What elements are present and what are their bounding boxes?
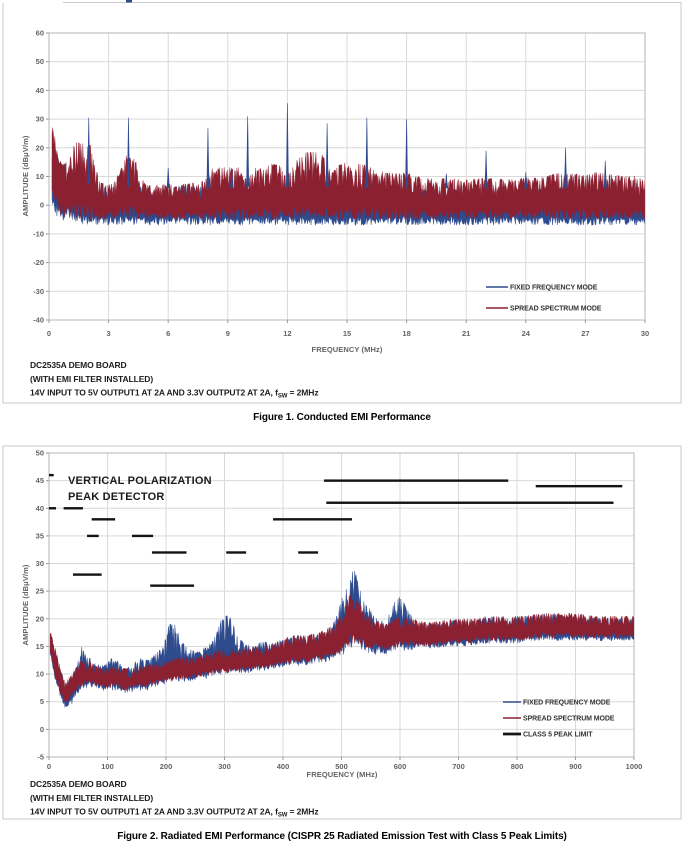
figure1-x-axis-title: FREQUENCY (MHz) [311, 345, 383, 354]
harmonic-spike [127, 118, 129, 187]
figure2-legend [503, 700, 615, 739]
cropped-top-fragment [126, 0, 132, 3]
harmonic-spike [247, 116, 249, 186]
y-tick-label: 40 [35, 503, 44, 513]
figure2-panel [3, 446, 681, 819]
y-tick-label: 30 [35, 559, 44, 569]
figure2-x-axis-title: FREQUENCY (MHz) [306, 770, 378, 779]
figure1-chart [33, 29, 649, 339]
figure1-note-filter: (WITH EMI FILTER INSTALLED) [30, 374, 154, 384]
y-tick-label: 20 [35, 143, 44, 153]
y-tick-label: 25 [35, 586, 44, 596]
x-tick-label: 21 [462, 329, 471, 338]
x-tick-label: 600 [393, 762, 407, 771]
figure1-caption: Figure 1. Conducted EMI Performance [253, 412, 431, 423]
class5-limit-segment [152, 551, 187, 553]
x-tick-label: 700 [452, 762, 465, 771]
x-tick-label: 9 [225, 329, 230, 338]
class5-limit-segment [92, 518, 115, 520]
x-tick-label: 3 [106, 329, 111, 338]
class5-limit-segment [150, 584, 194, 586]
x-tick-label: 800 [510, 762, 524, 771]
y-tick-label: 50 [35, 57, 44, 67]
class5-limit-segment [298, 551, 318, 553]
x-tick-label: 900 [569, 762, 582, 771]
figure2-note-conditions: 14V INPUT TO 5V OUTPUT1 AT 2A AND 3.3V OUTPUT2 AT 2A, $f_{SW} = 2MHz$ [30, 806, 319, 819]
class5-limit-segment [324, 479, 508, 481]
y-tick-label: 10 [35, 669, 44, 679]
figure1-panel [3, 3, 681, 403]
y-tick-label: 35 [35, 531, 44, 541]
y-tick-label: 40 [35, 85, 44, 95]
y-tick-label: 20 [35, 614, 44, 624]
harmonic-spike [564, 148, 566, 188]
harmonic-spike [485, 151, 487, 188]
y-tick-label: 5 [39, 697, 44, 707]
harmonic-spike [286, 103, 288, 186]
x-tick-label: 200 [159, 762, 173, 771]
harmonic-spike [406, 119, 408, 188]
harmonic-spike [167, 168, 169, 188]
class5-limit-segment [49, 507, 56, 509]
x-tick-label: 400 [276, 762, 290, 771]
class5-peak-limit-legend-label: CLASS 5 PEAK LIMIT [523, 731, 593, 739]
y-tick-label: -5 [37, 752, 44, 762]
figure1-y-axis-title: AMPLITUDE (dBμV/m) [21, 135, 30, 217]
class5-limit-segment [64, 507, 83, 509]
harmonic-spike [207, 128, 209, 188]
y-tick-label: 0 [39, 200, 44, 210]
y-tick-label: 50 [35, 448, 44, 458]
figure2-caption: Figure 2. Radiated EMI Performance (CISPR 25 Radiated Emission Test with Class 5 Peak Limits) [117, 831, 567, 842]
x-tick-label: 6 [166, 329, 171, 338]
fixed-frequency-legend-label: FIXED FREQUENCY MODE [523, 699, 611, 707]
x-tick-label: 15 [342, 329, 352, 338]
harmonic-spike [525, 172, 527, 188]
harmonic-spike [326, 123, 328, 186]
y-tick-label: 10 [35, 172, 44, 181]
figure2-note-board: DC2535A DEMO BOARD [30, 779, 127, 789]
x-tick-label: 27 [581, 329, 590, 338]
x-tick-label: 300 [218, 762, 231, 771]
y-tick-label: 60 [35, 28, 44, 38]
class5-limit-segment [536, 485, 623, 487]
x-tick-label: 24 [521, 329, 530, 338]
spread-spectrum-legend-label: SPREAD SPECTRUM MODE [523, 715, 615, 723]
figure1-legend [486, 285, 602, 313]
figure2-note-filter: (WITH EMI FILTER INSTALLED) [30, 793, 154, 803]
harmonic-spike [604, 161, 606, 188]
y-tick-label: -10 [33, 229, 44, 239]
class5-limit-segment [273, 518, 352, 520]
x-tick-label: 0 [46, 329, 52, 338]
series-group [52, 103, 645, 225]
harmonic-spike [445, 174, 447, 188]
x-tick-label: 18 [402, 329, 411, 338]
y-tick-label: 30 [35, 114, 44, 124]
figure1-note-conditions: 14V INPUT TO 5V OUTPUT1 AT 2A AND 3.3V OUTPUT2 AT 2A, $f_{SW} = 2MHz$ [30, 387, 319, 400]
y-tick-label: 0 [39, 724, 44, 734]
x-tick-label: 0 [46, 762, 52, 771]
series-spread-spectrum-mode [52, 128, 645, 220]
x-tick-label: 30 [640, 329, 650, 338]
figure2-y-axis-title: AMPLITUDE (dBμV/m) [21, 564, 30, 646]
y-tick-label: 15 [35, 641, 44, 651]
class5-limit-segment [73, 573, 102, 575]
figure2-annotation-line2: PEAK DETECTOR [68, 491, 165, 503]
y-tick-label: 45 [35, 476, 44, 486]
class5-limit-segment [226, 551, 246, 553]
figure1-note-board: DC2535A DEMO BOARD [30, 360, 127, 370]
harmonic-spike [366, 118, 368, 188]
y-tick-label: -40 [33, 315, 44, 325]
class5-limit-segment [49, 474, 54, 476]
y-tick-label: -30 [33, 286, 44, 296]
y-tick-label: -20 [33, 258, 44, 268]
class5-limit-segment [326, 502, 613, 504]
fixed-frequency-legend-label: FIXED FREQUENCY MODE [510, 284, 598, 292]
class5-limit-segment [132, 535, 153, 537]
class5-limit-segment [87, 535, 99, 537]
figure2-annotation-line1: VERTICAL POLARIZATION [68, 475, 212, 487]
x-tick-label: 500 [335, 762, 348, 771]
x-tick-label: 12 [283, 329, 292, 338]
spread-spectrum-legend-label: SPREAD SPECTRUM MODE [510, 305, 602, 313]
x-tick-label: 1000 [625, 762, 643, 771]
x-tick-label: 100 [101, 762, 114, 771]
harmonic-spike [88, 118, 90, 184]
